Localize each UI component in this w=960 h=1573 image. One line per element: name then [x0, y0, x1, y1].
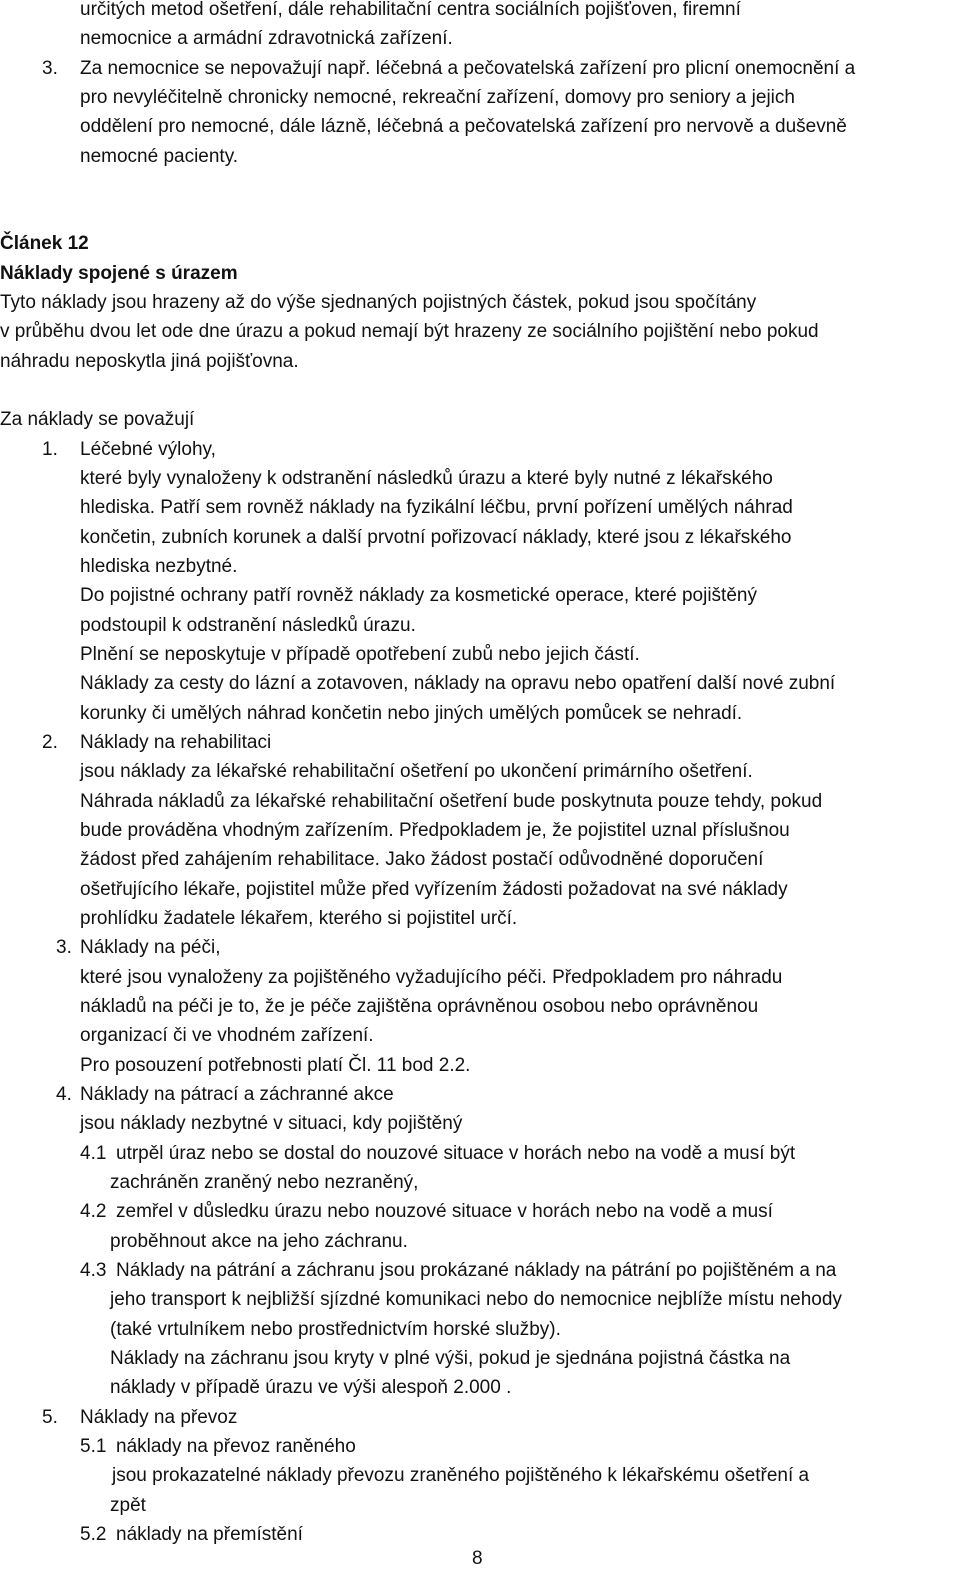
list-number: 5.: [42, 1407, 58, 1428]
list-item-title: Náklady na rehabilitaci: [80, 732, 272, 753]
page-number: 8: [472, 1548, 483, 1569]
paragraph-line: bude prováděna vhodným zařízením. Předpokladem je, že pojistitel uznal příslušnou: [80, 820, 790, 841]
paragraph-line: hlediska nezbytné.: [80, 556, 238, 577]
paragraph-line: pro nevyléčitelně chronicky nemocné, rekreační zařízení, domovy pro seniory a jejich: [80, 87, 795, 108]
paragraph-line: nemocné pacienty.: [80, 146, 239, 167]
paragraph-line: Tyto náklady jsou hrazeny až do výše sjednaných pojistných částek, pokud jsou spočítány: [0, 292, 757, 313]
paragraph-line: hlediska. Patří sem rovněž náklady na fyzikální léčbu, první pořízení umělých náhrad: [80, 497, 793, 518]
paragraph-line: prohlídku žadatele lékařem, kterého si pojistitel určí.: [80, 908, 518, 929]
sublist-title: náklady na přemístění: [116, 1524, 303, 1545]
paragraph-line: jsou náklady nezbytné v situaci, kdy pojištěný: [80, 1113, 463, 1134]
article-heading: Článek 12: [0, 233, 89, 254]
paragraph-line: ošetřujícího lékaře, pojistitel může před vyřízením žádosti požadovat na své náklady: [80, 879, 788, 900]
sublist-number: 5.1: [80, 1436, 107, 1457]
paragraph-line: zpět: [110, 1495, 146, 1516]
list-number: 3.: [42, 58, 58, 79]
paragraph-line: nemocnice a armádní zdravotnická zařízení.: [80, 28, 453, 49]
paragraph-line: Náklady za cesty do lázní a zotavoven, náklady na opravu nebo opatření další nové zubní: [80, 673, 836, 694]
list-number: 2.: [42, 732, 58, 753]
paragraph-line: určitých metod ošetření, dále rehabilitační centra sociálních pojišťoven, firemní: [80, 0, 741, 20]
paragraph-line: zachráněn zraněný nebo nezraněný,: [110, 1172, 419, 1193]
list-number: 4.: [56, 1084, 72, 1105]
paragraph-line: náklady v případě úrazu ve výši alespoň 2.000 .: [110, 1377, 512, 1398]
paragraph-line: Náklady na pátrání a záchranu jsou prokázané náklady na pátrání po pojištěném a na: [116, 1260, 837, 1281]
paragraph-line: Náhrada nákladů za lékařské rehabilitační ošetření bude poskytnuta pouze tehdy, pokud: [80, 791, 823, 812]
paragraph-line: náhradu neposkytla jiná pojišťovna.: [0, 351, 299, 372]
list-item-title: Náklady na převoz: [80, 1407, 238, 1428]
paragraph-line: končetin, zubních korunek a další prvotní pořizovací náklady, které jsou z lékařského: [80, 527, 792, 548]
paragraph-line: které byly vynaloženy k odstranění následků úrazu a které byly nutné z lékařského: [80, 468, 773, 489]
paragraph-line: korunky či umělých náhrad končetin nebo jiných umělých pomůcek se nehradí.: [80, 703, 743, 724]
paragraph-line: proběhnout akce na jeho záchranu.: [110, 1231, 408, 1252]
paragraph-line: jsou náklady za lékařské rehabilitační ošetření po ukončení primárního ošetření.: [80, 761, 753, 782]
list-number: 3.: [56, 937, 72, 958]
list-number: 1.: [42, 439, 58, 460]
paragraph-line: Do pojistné ochrany patří rovněž náklady za kosmetické operace, které pojištěný: [80, 585, 757, 606]
list-item-title: Náklady na pátrací a záchranné akce: [80, 1084, 394, 1105]
paragraph-line: v průběhu dvou let ode dne úrazu a pokud nemají být hrazeny ze sociálního pojištění nebo pokud: [0, 321, 819, 342]
paragraph-line: podstoupil k odstranění následků úrazu.: [80, 615, 416, 636]
article-subheading: Náklady spojené s úrazem: [0, 263, 238, 284]
paragraph-line: žádost před zahájením rehabilitace. Jako žádost postačí odůvodněné doporučení: [80, 849, 764, 870]
sublist-number: 4.2: [80, 1201, 107, 1222]
paragraph-line: Pro posouzení potřebnosti platí Čl. 11 bod 2.2.: [80, 1055, 471, 1076]
paragraph-line: Za náklady se považují: [0, 409, 195, 430]
paragraph-line: oddělení pro nemocné, dále lázně, léčebná a pečovatelská zařízení pro nervově a duševně: [80, 116, 847, 137]
paragraph-line: zemřel v důsledku úrazu nebo nouzové situace v horách nebo na vodě a musí: [116, 1201, 773, 1222]
sublist-number: 4.3: [80, 1260, 107, 1281]
paragraph-line: Náklady na záchranu jsou kryty v plné výši, pokud je sjednána pojistná částka na: [110, 1348, 791, 1369]
list-item-title: Léčebné výlohy,: [80, 439, 216, 460]
paragraph-line: jsou prokazatelné náklady převozu zraněného pojištěného k lékařskému ošetření a: [112, 1465, 810, 1486]
paragraph-line: nákladů na péči je to, že je péče zajištěna oprávněnou osobou nebo oprávněnou: [80, 996, 759, 1017]
paragraph-line: Plnění se neposkytuje v případě opotřebení zubů nebo jejich částí.: [80, 644, 640, 665]
paragraph-line: jeho transport k nejbližší sjízdné komunikaci nebo do nemocnice nejblíže místu nehody: [110, 1289, 842, 1310]
list-item-title: Náklady na péči,: [80, 937, 221, 958]
paragraph-line: utrpěl úraz nebo se dostal do nouzové situace v horách nebo na vodě a musí být: [116, 1143, 796, 1164]
paragraph-line: organizací či ve vhodném zařízení.: [80, 1025, 374, 1046]
sublist-number: 4.1: [80, 1143, 107, 1164]
sublist-title: náklady na převoz raněného: [116, 1436, 356, 1457]
paragraph-line: Za nemocnice se nepovažují např. léčebná a pečovatelská zařízení pro plicní onemocnění a: [80, 58, 856, 79]
paragraph-line: (také vrtulníkem nebo prostřednictvím horské služby).: [110, 1319, 561, 1340]
sublist-number: 5.2: [80, 1524, 107, 1545]
paragraph-line: které jsou vynaloženy za pojištěného vyžadujícího péči. Předpokladem pro náhradu: [80, 967, 783, 988]
